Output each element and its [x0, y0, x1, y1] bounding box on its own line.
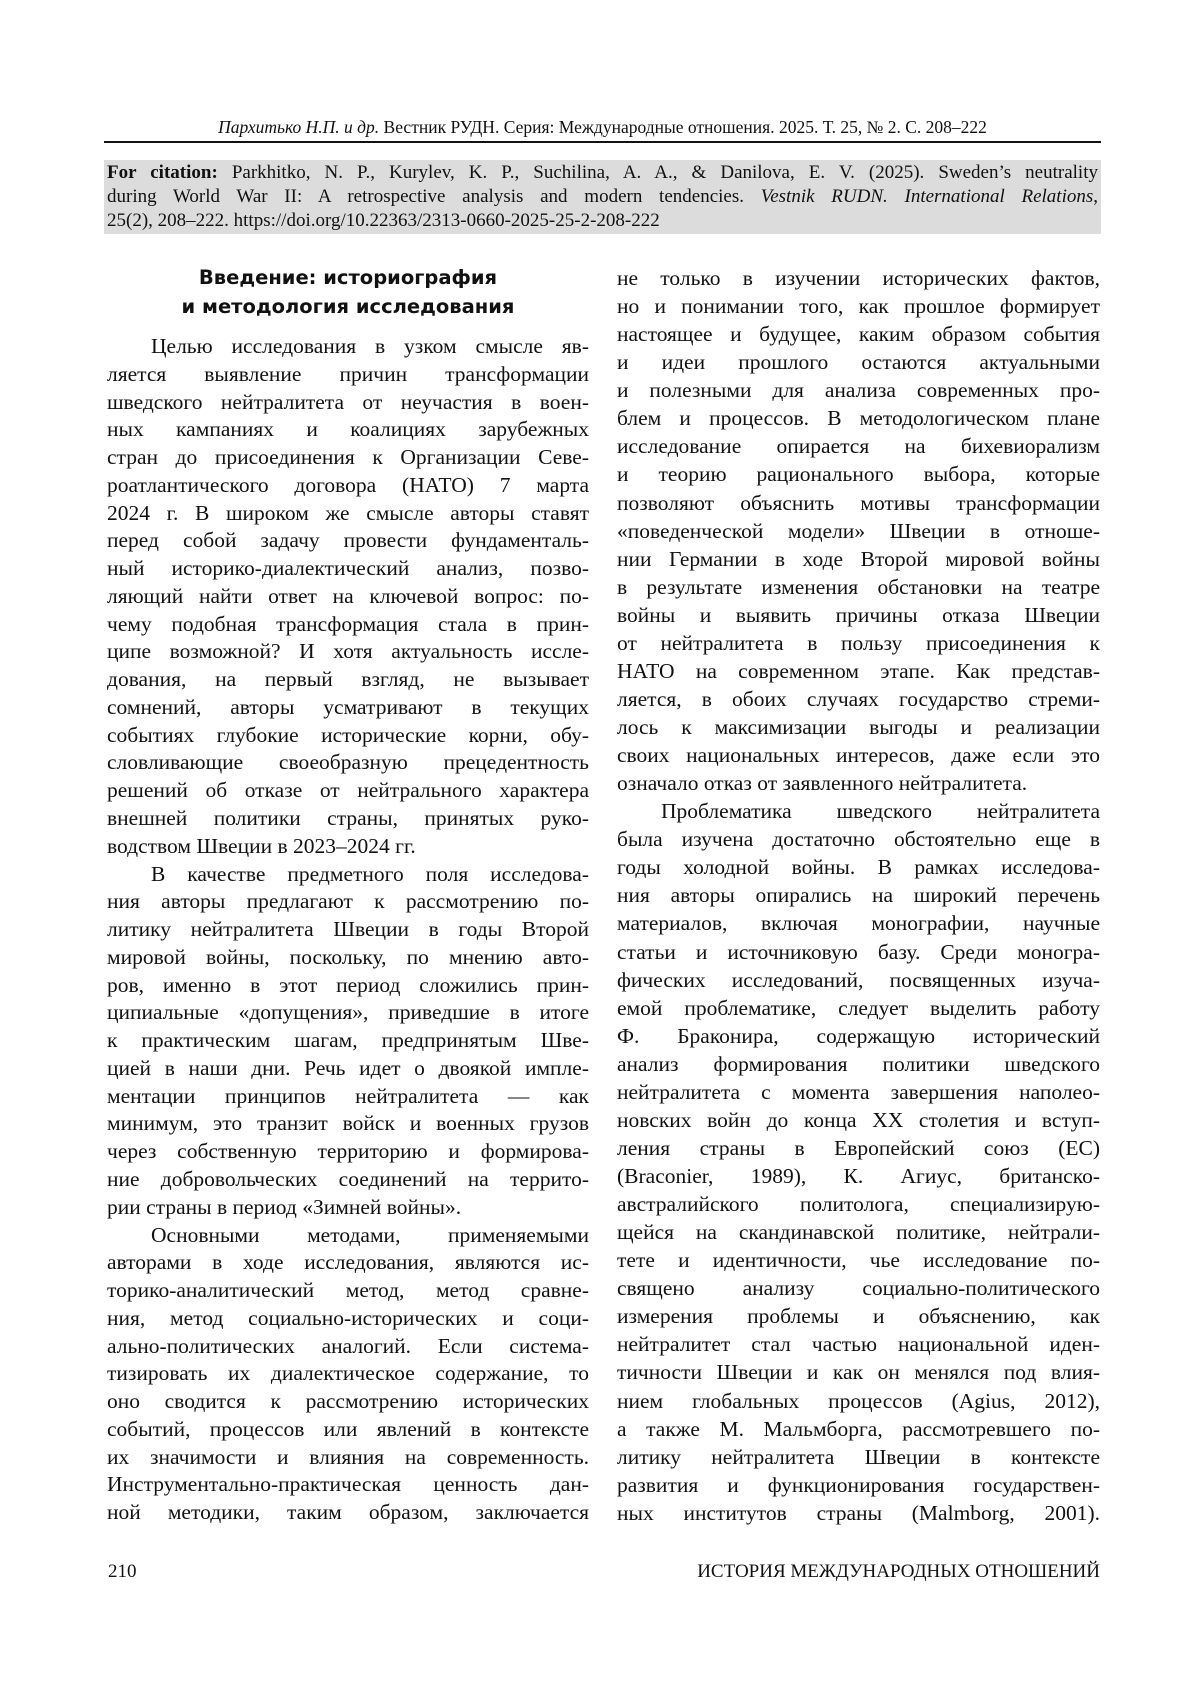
text-line: а также М. Мальмборга, рассмотревшего по- — [617, 1415, 1100, 1443]
text-line: священо анализу социально-политического — [617, 1274, 1100, 1302]
text-line: ния авторы предлагают к рассмотрению по- — [107, 888, 589, 916]
text-line: тизировать их диалектическое содержание, то — [107, 1360, 589, 1388]
text-line: цией в наши дни. Речь идет о двоякой импле- — [107, 1055, 589, 1083]
text-line: словливающие своеобразную прецедентность — [107, 749, 589, 777]
text-line: лось к максимизации выгоды и реализации — [617, 713, 1100, 741]
text-line: НАТО на современном этапе. Как представ- — [617, 657, 1100, 685]
right-column — [617, 264, 1100, 1527]
text-line: ментации принципов нейтралитета — как — [107, 1083, 589, 1111]
text-line: анализ формирования политики шведского — [617, 1050, 1100, 1078]
left-column — [107, 333, 589, 1527]
text-line: материалов, включая монографии, научные — [617, 909, 1100, 937]
text-line: (Braconier, 1989), К. Агиус, британско- — [617, 1162, 1100, 1190]
text-line: оно сводится к рассмотрению исторических — [107, 1388, 589, 1416]
text-line: Инструментально-практическая ценность дан- — [107, 1471, 589, 1499]
text-line: ния авторы опирались на широкий перечень — [617, 881, 1100, 909]
text-line: фических исследований, посвященных изуча- — [617, 966, 1100, 994]
text-line: позволяют объяснить мотивы трансформации — [617, 489, 1100, 517]
section-heading — [107, 263, 589, 321]
text-line: означало отказ от заявленного нейтралитета. — [617, 769, 1100, 797]
section-heading-line: Введение: историография — [107, 263, 589, 292]
text-line: нейтралитет стал частью национальной иден- — [617, 1330, 1100, 1358]
text-line: перед собой задачу провести фундаменталь- — [107, 527, 589, 555]
text-line: через собственную территорию и формирова- — [107, 1138, 589, 1166]
text-line: стран до присоединения к Организации Севе- — [107, 444, 589, 472]
citation-box — [104, 160, 1101, 234]
text-line: ных кампаниях и коалициях зарубежных — [107, 416, 589, 444]
text-line: нием глобальных процессов (Agius, 2012), — [617, 1387, 1100, 1415]
text-line: войны и выявить причины отказа Швеции — [617, 601, 1100, 629]
text-line: мировой войны, поскольку, по мнению авто- — [107, 944, 589, 972]
text-line: исследование опирается на бихевиорализм — [617, 432, 1100, 460]
text-line: статьи и источниковую базу. Среди моногра- — [617, 938, 1100, 966]
running-head-authors: Пархитько Н.П. и др. — [218, 117, 379, 137]
text-line: годы холодной войны. В рамках исследова- — [617, 853, 1100, 881]
text-line: ципе возможной? И хотя актуальность иссле- — [107, 638, 589, 666]
text-line: ных институтов страны (Malmborg, 2001). — [617, 1499, 1100, 1527]
citation-line — [107, 185, 1098, 210]
text-line: к практическим шагам, предпринятым Шве- — [107, 1027, 589, 1055]
text-line: не только в изучении исторических фактов, — [617, 264, 1100, 292]
text-line: 2024 г. В широком же смысле авторы ставят — [107, 500, 589, 528]
text-line: ляется, в обоих случаях государство стреми- — [617, 685, 1100, 713]
running-head — [104, 115, 1101, 139]
text-line: нейтралитета с момента завершения наполео- — [617, 1078, 1100, 1106]
text-line: рии страны в период «Зимней войны». — [107, 1194, 589, 1222]
text-line: ние добровольческих соединений на террито- — [107, 1166, 589, 1194]
text-line: литику нейтралитета Швеции в годы Второй — [107, 916, 589, 944]
citation-journal: Vestnik RUDN. International Relations — [761, 186, 1094, 207]
text-line: блем и процессов. В методологическом плане — [617, 404, 1100, 432]
text-line: новских войн до конца XX столетия и вступ- — [617, 1106, 1100, 1134]
text-line: торико-аналитический метод, метод сравне- — [107, 1277, 589, 1305]
text-line: и идеи прошлого остаются актуальными — [617, 348, 1100, 376]
header-rule — [104, 141, 1101, 143]
text-line: ципиальные «допущения», приведшие в итоге — [107, 999, 589, 1027]
text-line: нии Германии в ходе Второй мировой войны — [617, 545, 1100, 573]
text-line: в результате изменения обстановки на театре — [617, 573, 1100, 601]
text-line: В качестве предметного поля исследова- — [107, 861, 589, 889]
citation-line — [107, 161, 1098, 186]
text-line: емой проблематике, следует выделить работу — [617, 994, 1100, 1022]
text-line: щейся на скандинавской политике, нейтрали- — [617, 1218, 1100, 1246]
text-line: ляется выявление причин трансформации — [107, 361, 589, 389]
text-line: Проблематика шведского нейтралитета — [617, 797, 1100, 825]
text-line: Основными методами, применяемыми — [107, 1222, 589, 1250]
text-line: и полезными для анализа современных про- — [617, 376, 1100, 404]
citation-authors: Parkhitko, N. P., Kurylev, K. P., Suchilina, A. A., & Danilova, E. V. (2025). Sweden’s neutrality — [218, 162, 1098, 183]
section-heading-line: и методология исследования — [107, 292, 589, 321]
citation-title: during World War II: A retrospective analysis and modern tendencies. — [107, 186, 761, 207]
text-line: их значимости и влияния на современность. — [107, 1444, 589, 1472]
text-line: ления страны в Европейский союз (ЕС) — [617, 1134, 1100, 1162]
text-line: сомнений, авторы усматривают в текущих — [107, 694, 589, 722]
text-line: ляющий найти ответ на ключевой вопрос: по- — [107, 583, 589, 611]
text-line: решений об отказе от нейтрального характера — [107, 777, 589, 805]
text-line: ной методики, таким образом, заключается — [107, 1499, 589, 1527]
text-line: измерения проблемы и объяснению, как — [617, 1302, 1100, 1330]
text-line: событий, процессов или явлений в контексте — [107, 1416, 589, 1444]
text-line: тете и идентичности, чье исследование по- — [617, 1246, 1100, 1274]
text-line: от нейтралитета в пользу присоединения к — [617, 629, 1100, 657]
text-line: минимум, это транзит войск и военных грузов — [107, 1110, 589, 1138]
text-line: литику нейтралитета Швеции в контексте — [617, 1443, 1100, 1471]
citation-doi[interactable]: 25(2), 208–222. https://doi.org/10.22363/2313-0660-2025-25-2-208-222 — [107, 209, 1098, 234]
text-line: но и понимании того, как прошлое формирует — [617, 292, 1100, 320]
text-line: авторами в ходе исследования, являются ис- — [107, 1249, 589, 1277]
text-line: ния, метод социально-исторических и соци- — [107, 1305, 589, 1333]
text-line: роатлантического договора (НАТО) 7 марта — [107, 472, 589, 500]
text-line: дования, на первый взгляд, не вызывает — [107, 666, 589, 694]
text-line: чему подобная трансформация стала в прин- — [107, 611, 589, 639]
text-line: ный историко-диалектический анализ, позво- — [107, 555, 589, 583]
text-line: ально-политических аналогий. Если система- — [107, 1333, 589, 1361]
citation-punct: , — [1093, 186, 1098, 207]
text-line: шведского нейтралитета от неучастия в воен- — [107, 389, 589, 417]
text-line: ров, именно в этот период сложились прин- — [107, 972, 589, 1000]
text-line: событиях глубокие исторические корни, обу- — [107, 722, 589, 750]
text-line: тичности Швеции и как он менялся под влия- — [617, 1358, 1100, 1386]
citation-label: For citation: — [107, 162, 218, 183]
footer-section-title: ИСТОРИЯ МЕЖДУНАРОДНЫХ ОТНОШЕНИЙ — [697, 1560, 1100, 1584]
text-line: и теорию рационального выбора, которые — [617, 460, 1100, 488]
text-line: настоящее и будущее, каким образом события — [617, 320, 1100, 348]
text-line: Целью исследования в узком смысле яв- — [107, 333, 589, 361]
text-line: внешней политики страны, принятых руко- — [107, 805, 589, 833]
text-line: развития и функционирования государствен- — [617, 1471, 1100, 1499]
text-line: «поведенческой модели» Швеции в отноше- — [617, 517, 1100, 545]
text-line: своих национальных интересов, даже если это — [617, 741, 1100, 769]
page-number: 210 — [108, 1560, 137, 1584]
running-head-journal: Вестник РУДН. Серия: Международные отношения. 2025. Т. 25, № 2. С. 208–222 — [379, 117, 987, 137]
text-line: водством Швеции в 2023–2024 гг. — [107, 833, 589, 861]
text-line: австралийского политолога, специализирую- — [617, 1190, 1100, 1218]
text-line: Ф. Браконира, содержащую исторический — [617, 1022, 1100, 1050]
text-line: была изучена достаточно обстоятельно еще в — [617, 825, 1100, 853]
